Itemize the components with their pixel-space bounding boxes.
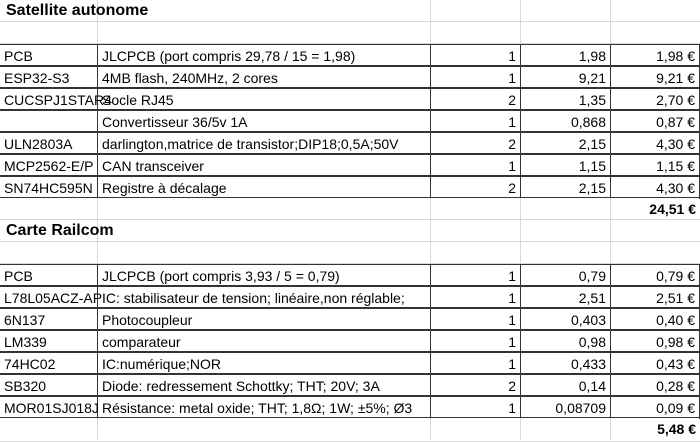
qty-cell[interactable]: 2	[431, 133, 521, 155]
section-title: Satellite autonome	[0, 0, 98, 22]
table-row	[0, 264, 700, 286]
empty-cell	[521, 198, 611, 220]
unit-price-cell[interactable]: 0,79	[521, 265, 611, 287]
qty-cell[interactable]: 1	[431, 45, 521, 67]
empty-cell	[0, 242, 98, 264]
empty-cell	[521, 0, 611, 22]
ref-cell[interactable]: MOR01SJ018J	[0, 397, 98, 419]
empty-cell	[431, 22, 521, 44]
table-row	[0, 132, 700, 154]
table-row	[0, 396, 700, 418]
ref-cell[interactable]	[0, 111, 98, 133]
unit-price-cell[interactable]: 1,15	[521, 155, 611, 177]
desc-cell[interactable]: JLCPCB (port compris 3,93 / 5 = 0,79)	[98, 265, 431, 287]
empty-cell	[431, 242, 521, 264]
table-row	[0, 110, 700, 132]
table-row	[0, 286, 700, 308]
line-total-cell[interactable]: 0,43 €	[611, 353, 700, 375]
empty-cell	[611, 242, 700, 264]
desc-cell[interactable]: Registre à décalage	[98, 177, 431, 199]
ref-cell[interactable]: SB320	[0, 375, 98, 397]
line-total-cell[interactable]: 1,15 €	[611, 155, 700, 177]
ref-cell[interactable]: 6N137	[0, 309, 98, 331]
line-total-cell[interactable]: 0,98 €	[611, 331, 700, 353]
section-title: Carte Railcom	[0, 220, 98, 242]
qty-cell[interactable]: 1	[431, 397, 521, 419]
empty-cell	[0, 198, 98, 220]
ref-cell[interactable]: SN74HC595N	[0, 177, 98, 199]
qty-cell[interactable]: 1	[431, 67, 521, 89]
ref-cell[interactable]: MCP2562-E/P	[0, 155, 98, 177]
ref-cell[interactable]: ULN2803A	[0, 133, 98, 155]
empty-cell	[521, 22, 611, 44]
unit-price-cell[interactable]: 0,868	[521, 111, 611, 133]
qty-cell[interactable]: 2	[431, 375, 521, 397]
grand-total-cell[interactable]: 24,51 €	[649, 201, 696, 217]
table-row	[0, 154, 700, 176]
table-row	[0, 176, 700, 198]
grand-total-cell[interactable]: 5,48 €	[657, 421, 696, 437]
line-total-cell[interactable]: 0,09 €	[611, 397, 700, 419]
unit-price-cell[interactable]: 1,98	[521, 45, 611, 67]
table-row	[0, 374, 700, 396]
empty-cell	[431, 418, 521, 440]
desc-cell[interactable]: Socle RJ45	[98, 89, 431, 111]
unit-price-cell[interactable]: 9,21	[521, 67, 611, 89]
table-row	[0, 352, 700, 374]
qty-cell[interactable]: 1	[431, 265, 521, 287]
table-row	[0, 88, 700, 110]
qty-cell[interactable]: 2	[431, 177, 521, 199]
empty-cell	[521, 242, 611, 264]
table-row	[0, 44, 700, 66]
empty-cell	[611, 220, 700, 242]
unit-price-cell[interactable]: 0,433	[521, 353, 611, 375]
table-row	[0, 66, 700, 88]
unit-price-cell[interactable]: 2,51	[521, 287, 611, 309]
ref-cell[interactable]: PCB	[0, 265, 98, 287]
ref-cell[interactable]: ESP32-S3	[0, 67, 98, 89]
section-title-row	[0, 0, 700, 22]
empty-cell	[98, 198, 431, 220]
unit-price-cell[interactable]: 1,35	[521, 89, 611, 111]
desc-cell[interactable]: Diode: redressement Schottky; THT; 20V; 3A	[98, 375, 431, 397]
line-total-cell[interactable]: 0,40 €	[611, 309, 700, 331]
qty-cell[interactable]: 1	[431, 309, 521, 331]
empty-cell	[98, 418, 431, 440]
desc-cell[interactable]: Résistance: metal oxide; THT; 1,8Ω; 1W; ±5%; Ø3	[98, 397, 431, 419]
ref-cell[interactable]: LM339	[0, 331, 98, 353]
empty-cell	[98, 220, 431, 242]
section-title-row	[0, 220, 700, 242]
empty-cell	[0, 418, 98, 440]
ref-cell[interactable]: CUCSPJ1STAR4	[0, 89, 98, 111]
empty-cell	[611, 22, 700, 44]
unit-price-cell[interactable]: 2,15	[521, 133, 611, 155]
desc-cell[interactable]: Photocoupleur	[98, 309, 431, 331]
qty-cell[interactable]: 1	[431, 287, 521, 309]
line-total-cell[interactable]: 9,21 €	[611, 67, 700, 89]
unit-price-cell[interactable]: 0,14	[521, 375, 611, 397]
empty-cell	[521, 418, 611, 440]
table-row	[0, 308, 700, 330]
qty-cell[interactable]: 2	[431, 89, 521, 111]
line-total-cell[interactable]: 0,28 €	[611, 375, 700, 397]
empty-cell	[431, 198, 521, 220]
desc-cell[interactable]: 4MB flash, 240MHz, 2 cores	[98, 67, 431, 89]
table-row	[0, 330, 700, 352]
unit-price-cell[interactable]: 2,15	[521, 177, 611, 199]
empty-cell	[431, 0, 521, 22]
desc-cell[interactable]: comparateur	[98, 331, 431, 353]
grand-total-row	[0, 418, 700, 442]
line-total-cell[interactable]: 4,30 €	[611, 133, 700, 155]
qty-cell[interactable]: 1	[431, 111, 521, 133]
empty-row	[0, 242, 700, 264]
ref-cell[interactable]: L78L05ACZ-AP	[0, 287, 98, 309]
line-total-cell[interactable]: 0,79 €	[611, 265, 700, 287]
qty-cell[interactable]: 1	[431, 331, 521, 353]
desc-cell[interactable]: Convertisseur 36/5v 1A	[98, 111, 431, 133]
ref-cell[interactable]: PCB	[0, 45, 98, 67]
grand-total-row	[0, 198, 700, 220]
line-total-cell[interactable]: 0,87 €	[611, 111, 700, 133]
desc-cell[interactable]: IC: stabilisateur de tension; linéaire,non réglable;	[98, 287, 431, 309]
line-total-cell[interactable]: 2,51 €	[611, 287, 700, 309]
line-total-cell[interactable]: 4,30 €	[611, 177, 700, 199]
empty-cell	[611, 0, 700, 22]
empty-cell	[98, 22, 431, 44]
empty-cell	[431, 220, 521, 242]
desc-cell[interactable]: IC:numérique;NOR	[98, 353, 431, 375]
desc-cell[interactable]: darlington,matrice de transistor;DIP18;0,5A;50V	[98, 133, 431, 155]
desc-cell[interactable]: JLCPCB (port compris 29,78 / 15 = 1,98)	[98, 45, 431, 67]
empty-row	[0, 22, 700, 44]
empty-cell	[98, 0, 431, 22]
qty-cell[interactable]: 1	[431, 155, 521, 177]
desc-cell[interactable]: CAN transceiver	[98, 155, 431, 177]
unit-price-cell[interactable]: 0,403	[521, 309, 611, 331]
unit-price-cell[interactable]: 0,98	[521, 331, 611, 353]
line-total-cell[interactable]: 2,70 €	[611, 89, 700, 111]
empty-cell	[98, 242, 431, 264]
qty-cell[interactable]: 1	[431, 353, 521, 375]
unit-price-cell[interactable]: 0,08709	[521, 397, 611, 419]
line-total-cell[interactable]: 1,98 €	[611, 45, 700, 67]
ref-cell[interactable]: 74HC02	[0, 353, 98, 375]
empty-cell	[0, 22, 98, 44]
empty-cell	[521, 220, 611, 242]
